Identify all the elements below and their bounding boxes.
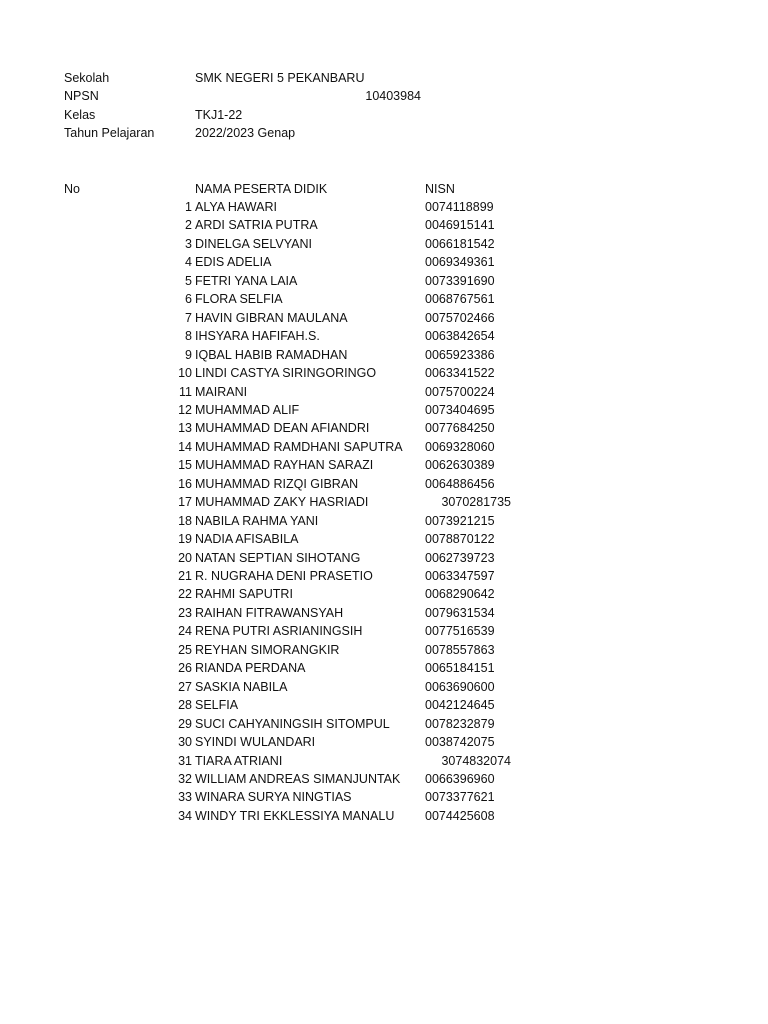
kelas-value: TKJ1-22 [195,108,243,122]
student-name: SYINDI WULANDARI [195,735,316,750]
student-nisn: 0077684250 [425,421,495,436]
student-name: IQBAL HABIB RAMADHAN [195,347,348,362]
student-name: MUHAMMAD ZAKY HASRIADI [195,495,369,510]
student-name: RAHMI SAPUTRI [195,587,293,602]
table-row [0,253,768,272]
table-row [0,641,768,660]
tahun-pelajaran-value: 2022/2023 Genap [195,126,296,140]
student-nisn: 0042124645 [425,698,495,713]
table-row [0,309,768,328]
row-number: 16 [178,476,192,491]
student-nisn: 0077516539 [425,624,495,639]
table-row [0,715,768,734]
row-number: 10 [178,366,192,381]
row-number: 7 [185,310,192,325]
kelas-label: Kelas [64,108,96,122]
student-nisn: 0066396960 [425,771,495,786]
student-name: FETRI YANA LAIA [195,273,298,288]
table-row [0,567,768,586]
column-header-name: NAMA PESERTA DIDIK [195,182,328,196]
row-number: 23 [178,605,192,620]
row-number: 34 [178,808,192,823]
student-nisn: 0046915141 [425,218,495,233]
student-name: IHSYARA HAFIFAH.S. [195,329,320,344]
student-nisn: 0075700224 [425,384,495,399]
student-nisn: 0078870122 [425,532,495,547]
student-nisn: 0073404695 [425,402,495,417]
row-number: 31 [178,753,192,768]
student-nisn: 0038742075 [425,735,495,750]
row-number: 20 [178,550,192,565]
student-name: MUHAMMAD RAMDHANI SAPUTRA [195,439,403,454]
table-row [0,456,768,475]
row-number: 25 [178,642,192,657]
student-nisn: 0064886456 [425,476,495,491]
row-number: 4 [185,255,192,270]
column-header-nisn: NISN [425,182,455,196]
row-number: 21 [178,569,192,583]
student-name: ALYA HAWARI [195,200,277,214]
student-nisn: 0063347597 [425,569,495,583]
student-name: WINARA SURYA NINGTIAS [195,790,352,805]
student-name: MAIRANI [195,384,248,399]
row-number: 22 [178,587,192,602]
student-name: HAVIN GIBRAN MAULANA [195,310,348,325]
student-nisn: 0063341522 [425,366,495,381]
student-nisn: 0068290642 [425,587,495,602]
row-number: 11 [179,384,192,399]
student-nisn: 0068767561 [425,292,495,307]
row-number: 30 [178,735,192,750]
student-name: WILLIAM ANDREAS SIMANJUNTAK [195,771,401,786]
table-row [0,216,768,235]
student-name: R. NUGRAHA DENI PRASETIO [195,569,373,583]
table-row [0,788,768,807]
table-row [0,383,768,402]
table-row [0,622,768,641]
sekolah-value: SMK NEGERI 5 PEKANBARU [195,71,365,85]
row-number: 15 [178,458,192,473]
student-nisn: 0066181542 [425,236,495,251]
student-name: WINDY TRI EKKLESSIYA MANALU [195,808,395,823]
row-number: 29 [178,716,192,731]
column-header-no: No [64,182,80,196]
student-nisn: 0078557863 [425,642,495,657]
student-name: MUHAMMAD ALIF [195,402,300,417]
student-nisn: 0063842654 [425,329,495,344]
student-nisn: 0065184151 [425,661,495,676]
table-row [0,659,768,678]
student-name: RAIHAN FITRAWANSYAH [195,605,344,620]
table-row [0,438,768,457]
table-row [0,585,768,604]
student-nisn: 0079631534 [425,605,495,620]
student-name: DINELGA SELVYANI [195,236,312,251]
student-name: ARDI SATRIA PUTRA [195,218,318,233]
student-nisn: 0075702466 [425,310,495,325]
student-name: NABILA RAHMA YANI [195,513,319,528]
table-row [0,530,768,549]
table-row [0,493,768,512]
table-row [0,678,768,697]
row-number: 12 [178,402,192,417]
table-row [0,235,768,254]
student-name: NADIA AFISABILA [195,532,299,547]
table-row [0,401,768,420]
row-number: 2 [185,218,192,233]
tahun-pelajaran-label: Tahun Pelajaran [64,126,155,140]
row-number: 32 [178,771,192,786]
student-nisn: 3070281735 [441,495,511,510]
row-number: 28 [178,698,192,713]
sekolah-label: Sekolah [64,71,110,85]
student-nisn: 0065923386 [425,347,495,362]
student-name: SUCI CAHYANINGSIH SITOMPUL [195,716,390,731]
table-row [0,733,768,752]
student-nisn: 0062630389 [425,458,495,473]
row-number: 17 [178,495,192,510]
student-nisn: 0073391690 [425,273,495,288]
row-number: 14 [178,439,192,454]
row-number: 26 [178,661,192,676]
row-number: 8 [185,329,192,344]
student-nisn: 0073377621 [425,790,495,805]
student-nisn: 0073921215 [425,513,495,528]
table-row [0,327,768,346]
row-number: 19 [178,532,192,547]
table-row [0,419,768,438]
row-number: 9 [185,347,192,362]
row-number: 6 [185,292,192,307]
student-nisn: 0078232879 [425,716,495,731]
student-name: MUHAMMAD RAYHAN SARAZI [195,458,374,473]
table-row [0,696,768,715]
student-name: TIARA ATRIANI [195,753,283,768]
student-name: NATAN SEPTIAN SIHOTANG [195,550,361,565]
table-row [0,290,768,309]
student-nisn: 3074832074 [441,753,511,768]
row-number: 33 [178,790,192,805]
table-row [0,272,768,291]
student-name: RENA PUTRI ASRIANINGSIH [195,624,363,639]
table-row [0,770,768,789]
table-row [0,198,768,217]
row-number: 1 [185,200,192,214]
student-name: FLORA SELFIA [195,292,283,307]
student-name: SELFIA [195,698,239,713]
student-name: MUHAMMAD RIZQI GIBRAN [195,476,359,491]
row-number: 3 [185,236,192,251]
student-nisn: 0062739723 [425,550,495,565]
table-row [0,807,768,826]
student-name: REYHAN SIMORANGKIR [195,642,340,657]
npsn-label: NPSN [64,89,99,103]
student-nisn: 0069349361 [425,255,495,270]
student-name: SASKIA NABILA [195,679,288,694]
row-number: 24 [178,624,192,639]
table-row [0,512,768,531]
table-row [0,604,768,623]
row-number: 13 [178,421,192,436]
npsn-value: 10403984 [365,89,421,103]
row-number: 5 [185,273,192,288]
row-number: 27 [178,679,192,694]
table-row [0,475,768,494]
table-row [0,752,768,771]
table-row [0,346,768,365]
table-row [0,364,768,383]
table-row [0,549,768,568]
student-nisn: 0074425608 [425,808,495,823]
student-name: MUHAMMAD DEAN AFIANDRI [195,421,370,436]
student-name: EDIS ADELIA [195,255,272,270]
student-name: LINDI CASTYA SIRINGORINGO [195,366,377,381]
row-number: 18 [178,513,192,528]
student-name: RIANDA PERDANA [195,661,306,676]
student-nisn: 0063690600 [425,679,495,694]
student-nisn: 0074118899 [425,200,494,214]
student-nisn: 0069328060 [425,439,495,454]
